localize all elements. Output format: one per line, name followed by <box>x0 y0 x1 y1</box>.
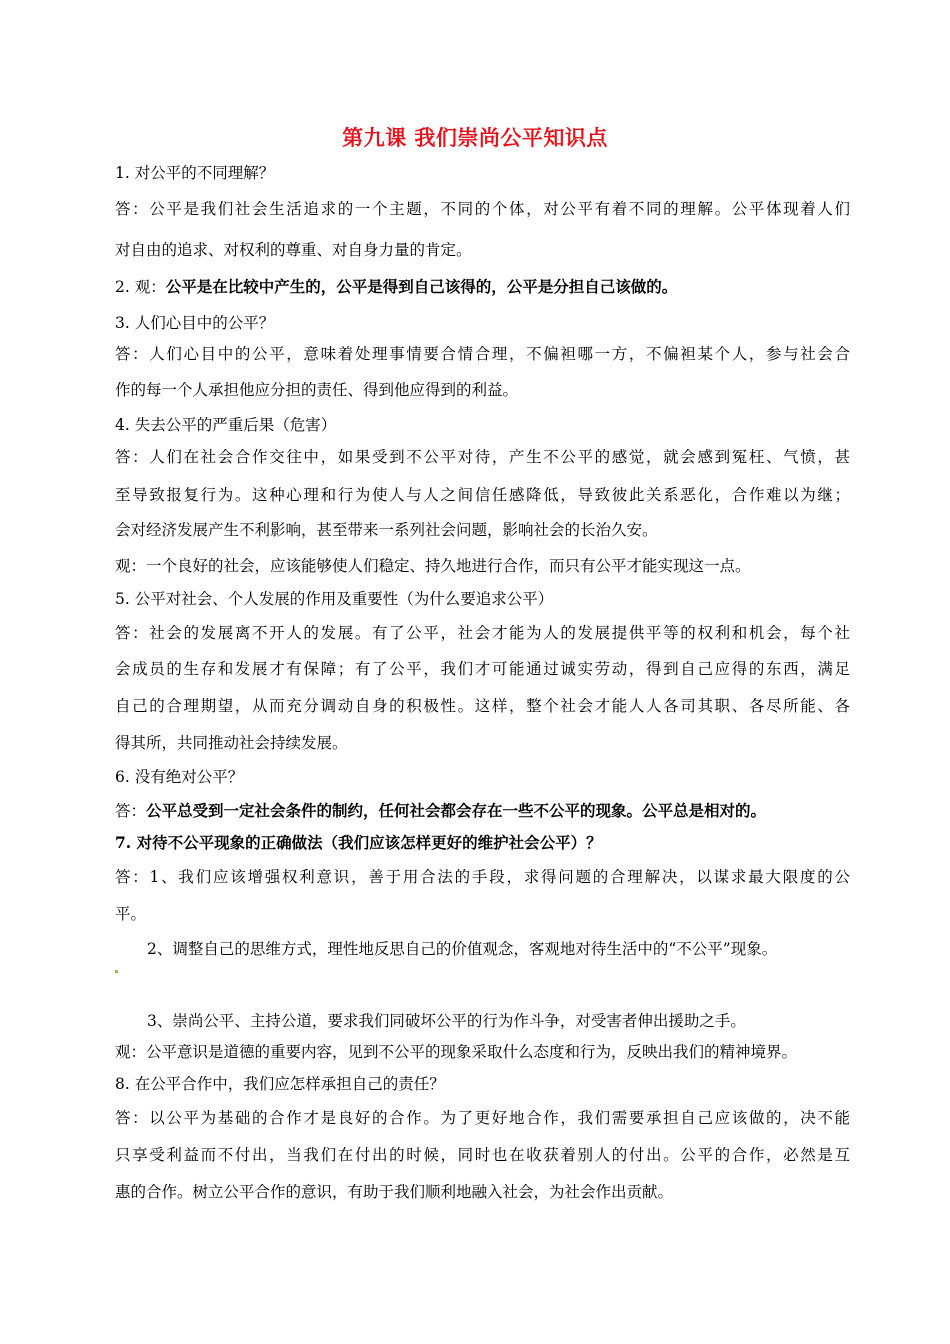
point-2-prefix: 2. 观： <box>115 278 166 296</box>
answer-7-item-3: 3、崇尚公平、主持公道，要求我们同破坏公平的行为作斗争，对受害者伸出援助之手。 <box>147 1012 746 1030</box>
question-8: 8. 在公平合作中，我们应怎样承担自己的责任？ <box>115 1075 445 1093</box>
answer-5-line-4: 得其所，共同推动社会持续发展。 <box>115 734 348 752</box>
question-7: 7. 对待不公平现象的正确做法（我们应该怎样更好的维护社会公平）？ <box>115 833 602 852</box>
answer-3-line-1: 答：人们心目中的公平，意味着处理事情要合情合理，不偏袒哪一方，不偏袒某个人，参与社会合 <box>115 345 850 363</box>
answer-6 <box>115 801 850 821</box>
question-4: 4. 失去公平的严重后果（危害） <box>115 416 337 434</box>
answer-8-line-1: 答：以公平为基础的合作才是良好的合作。为了更好地合作，我们需要承担自己应该做的，决不能 <box>115 1109 850 1127</box>
answer-3-line-2: 作的每一个人承担他应分担的责任、得到他应得到的利益。 <box>115 381 519 399</box>
point-2-bold-text: 公平是在比较中产生的，公平是得到自己该得的，公平是分担自己该做的。 <box>165 277 678 296</box>
answer-4-line-2: 至导致报复行为。这种心理和行为使人与人之间信任感降低，导致彼此关系恶化，合作难以为继； <box>115 486 850 504</box>
answer-7-item-2: 2、调整自己的思维方式，理性地反思自己的价值观念，客观地对待生活中的“不公平”现象。 <box>147 940 778 958</box>
page-title: 第九课 我们崇尚公平知识点 <box>342 126 608 150</box>
question-6: 6. 没有绝对公平？ <box>115 768 244 786</box>
answer-6-bold-text: 公平总受到一定社会条件的制约，任何社会都会存在一些不公平的现象。公平总是相对的。 <box>146 801 767 820</box>
answer-1-line-1: 答：公平是我们社会生活追求的一个主题，不同的个体，对公平有着不同的理解。公平体现着人们 <box>115 200 850 218</box>
answer-6-prefix: 答： <box>115 802 147 820</box>
answer-5-line-3: 自己的合理期望，从而充分调动自身的积极性。这样，整个社会才能人人各司其职、各尽所能、各 <box>115 697 850 715</box>
question-5: 5. 公平对社会、个人发展的作用及重要性（为什么要追求公平） <box>115 590 554 608</box>
answer-1-line-2: 对自由的追求、对权利的尊重、对自身力量的肯定。 <box>115 241 472 259</box>
view-7: 观：公平意识是道德的重要内容，见到不公平的现象采取什么态度和行为，反映出我们的精神境界。 <box>115 1043 798 1061</box>
answer-8-line-3: 惠的合作。树立公平合作的意识，有助于我们顺利地融入社会，为社会作出贡献。 <box>115 1183 674 1201</box>
answer-7-line-2: 平。 <box>115 905 147 923</box>
answer-8-line-2: 只享受利益而不付出，当我们在付出的时候，同时也在收获着别人的付出。公平的合作，必然是互 <box>115 1146 850 1164</box>
answer-5-line-2: 会成员的生存和发展才有保障；有了公平，我们才可能通过诚实劳动，得到自己应得的东西，满足 <box>115 660 850 678</box>
question-1: 1. 对公平的不同理解？ <box>115 164 275 182</box>
view-4: 观：一个良好的社会，应该能够使人们稳定、持久地进行合作，而只有公平才能实现这一点。 <box>115 557 751 575</box>
point-2 <box>115 277 850 297</box>
answer-5-line-1: 答：社会的发展离不开人的发展。有了公平，社会才能为人的发展提供平等的权利和机会，每个社 <box>115 624 850 642</box>
answer-4-line-3: 会对经济发展产生不利影响，甚至带来一系列社会问题，影响社会的长治久安。 <box>115 521 658 539</box>
question-3: 3. 人们心目中的公平？ <box>115 314 275 332</box>
marker-dot <box>115 970 118 973</box>
answer-4-line-1: 答：人们在社会合作交往中，如果受到不公平对待，产生不公平的感觉，就会感到冤枉、气愤，甚 <box>115 448 850 466</box>
answer-7-line-1: 答：1、我们应该增强权利意识，善于用合法的手段，求得问题的合理解决，以谋求最大限度的公 <box>115 868 850 886</box>
